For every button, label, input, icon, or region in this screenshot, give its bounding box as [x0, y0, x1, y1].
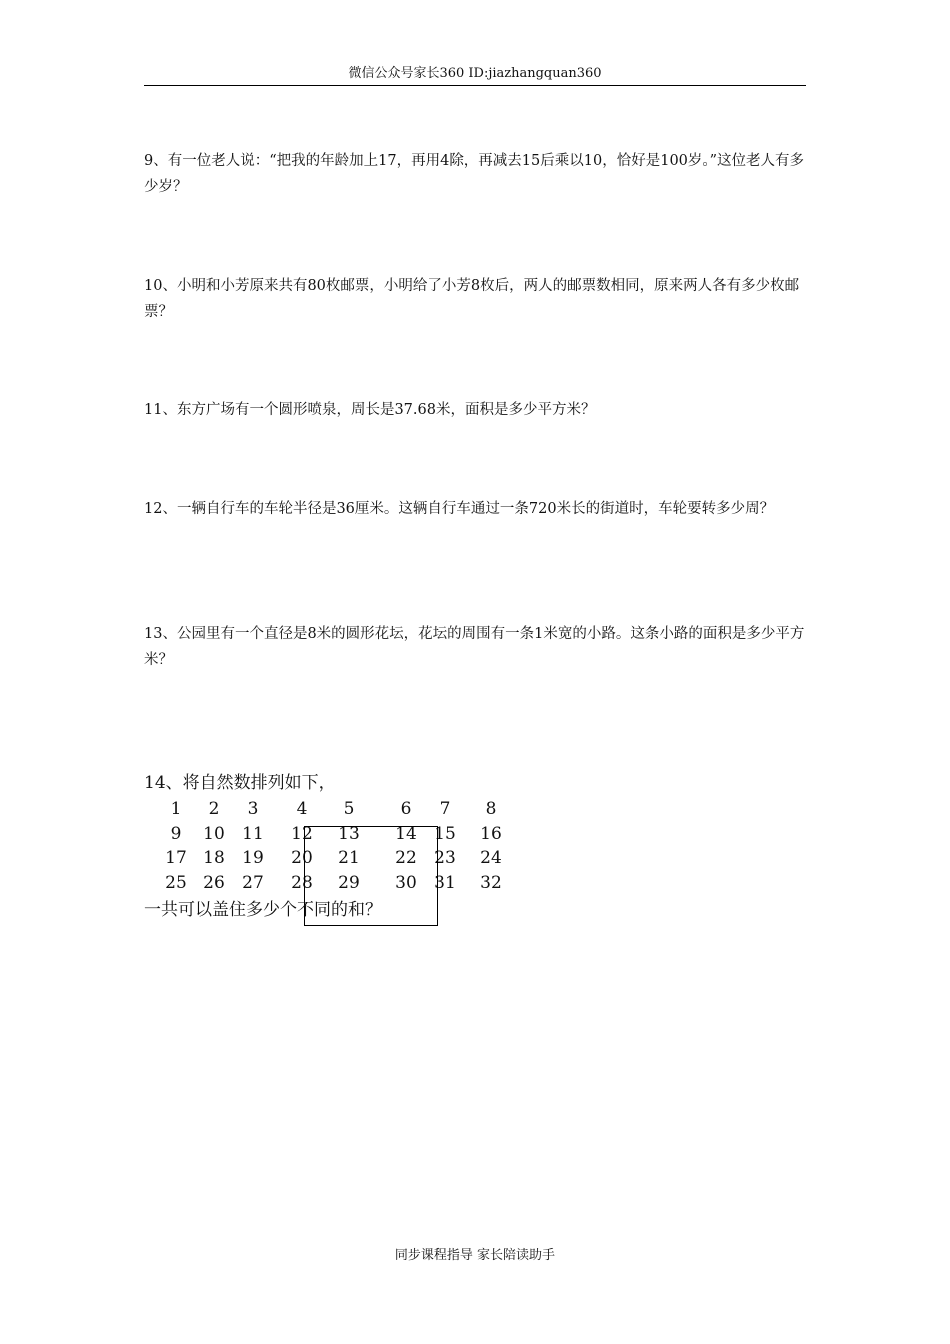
- grid-number: 7: [439, 799, 451, 819]
- grid-number: 9: [170, 824, 182, 844]
- grid-number: 11: [242, 824, 264, 844]
- grid-number: 19: [242, 848, 264, 868]
- page-header: 微信公众号家长360 ID:jiazhangquan360: [348, 66, 602, 81]
- grid-number: 15: [434, 824, 456, 844]
- grid-number: 28: [291, 873, 313, 893]
- question-12: 12、一辆自行车的车轮半径是36厘米。这辆自行车通过一条720米长的街道时，车轮要转多少周？: [144, 501, 775, 517]
- grid-number: 24: [480, 848, 502, 868]
- question-14-ending: 一共可以盖住多少个不同的和？: [144, 900, 382, 920]
- grid-number: 22: [395, 848, 417, 868]
- grid-number: 16: [480, 824, 502, 844]
- grid-number: 31: [434, 873, 456, 893]
- grid-number: 5: [343, 799, 355, 819]
- grid-number: 2: [208, 799, 220, 819]
- grid-number: 29: [338, 873, 360, 893]
- grid-number: 12: [291, 824, 313, 844]
- grid-number: 25: [165, 873, 187, 893]
- grid-number: 17: [165, 848, 187, 868]
- grid-number: 26: [203, 873, 225, 893]
- header-rule: [144, 85, 806, 86]
- question-11: 11、东方广场有一个圆形喷泉，周长是37.68米，面积是多少平方米？: [144, 402, 596, 418]
- page-footer: 同步课程指导 家长陪读助手: [394, 1248, 556, 1263]
- grid-number: 13: [338, 824, 360, 844]
- question-10: 10、小明和小芳原来共有80枚邮票，小明给了小芳8枚后，两人的邮票数相同，原来两人各有多少枚邮票？: [144, 278, 800, 320]
- question-9: 9、有一位老人说：“把我的年龄加上17，再用4除，再减去15后乘以10，恰好是100岁。”这位老人有多少岁？: [144, 153, 805, 195]
- grid-number: 8: [485, 799, 497, 819]
- grid-number: 32: [480, 873, 502, 893]
- grid-number: 18: [203, 848, 225, 868]
- grid-number: 27: [242, 873, 264, 893]
- grid-number: 20: [291, 848, 313, 868]
- question-13: 13、公园里有一个直径是8米的圆形花坛，花坛的周围有一条1米宽的小路。这条小路的面积是多少平方米？: [144, 626, 805, 668]
- grid-number: 23: [434, 848, 456, 868]
- grid-number: 3: [247, 799, 259, 819]
- grid-number: 21: [338, 848, 360, 868]
- grid-number: 30: [395, 873, 417, 893]
- grid-number: 4: [296, 799, 308, 819]
- grid-number: 6: [400, 799, 412, 819]
- grid-number: 10: [203, 824, 225, 844]
- grid-number: 14: [395, 824, 417, 844]
- grid-number: 1: [170, 799, 182, 819]
- question-14-title: 14、将自然数排列如下，: [144, 773, 336, 793]
